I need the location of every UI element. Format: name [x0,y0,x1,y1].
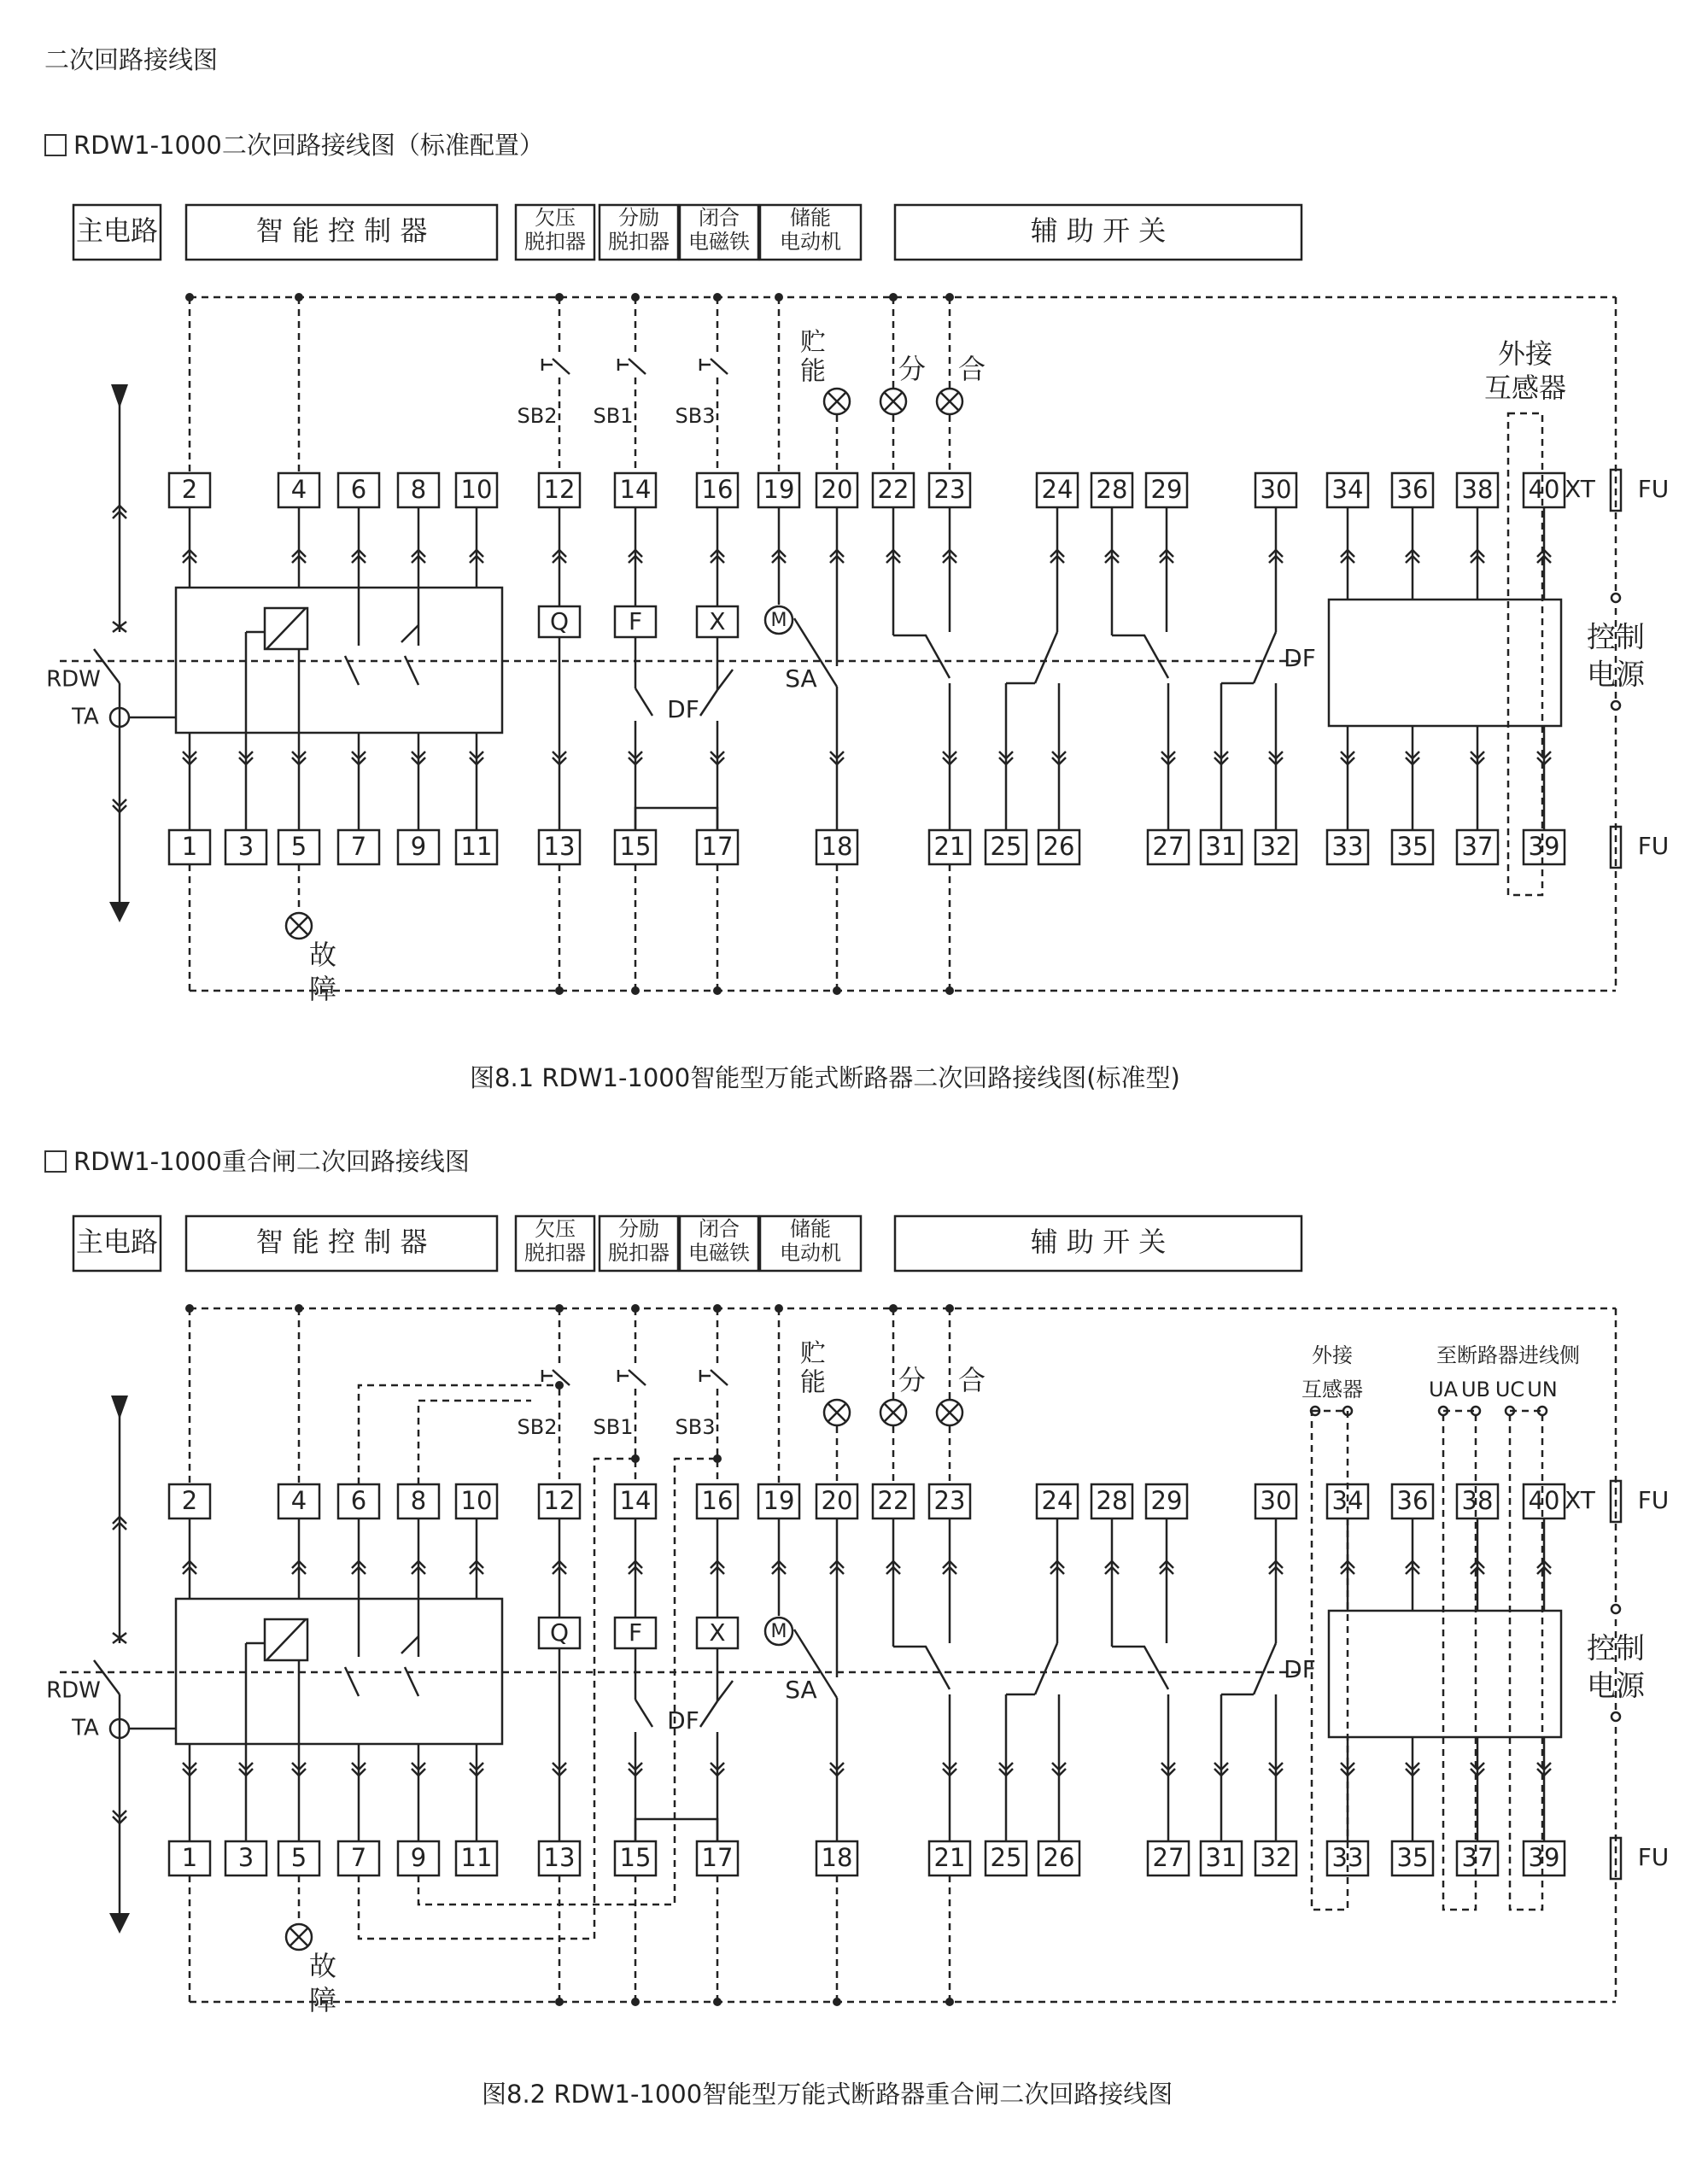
terminal-bottom-11-label: 11 [460,1843,493,1872]
control-power-terminal-bottom [1611,701,1620,710]
control-power-terminal-top [1611,1605,1620,1613]
pushbutton-contact [711,359,728,374]
controller-relay-diag [266,1619,306,1660]
terminal-top-19-label: 19 [763,475,795,504]
aux-module-box [1329,1611,1561,1737]
header-small-label-0: 欠压 [535,206,576,230]
terminal-top-36-label: 36 [1396,475,1429,504]
label-fu-bottom: FU [1637,832,1670,860]
terminal-top-40-label: 40 [1528,1486,1560,1515]
df-contact [717,670,733,690]
terminal-top-28-label: 28 [1096,475,1128,504]
aux-contact [1035,1643,1057,1694]
terminal-bottom-37-label: 37 [1461,832,1494,861]
label-control-power: 电源 [1587,1669,1645,1704]
terminal-bottom-1-label: 1 [181,1843,198,1872]
terminal-bottom-25-label: 25 [990,1843,1022,1872]
figure1-caption: 图8.1 RDW1-1000智能型万能式断路器二次回路接线图(标准型) [470,1063,1180,1092]
header-small-label-0: 脱扣器 [524,1241,586,1265]
pushbutton-contact [553,359,570,374]
label-sb3: SB3 [675,404,716,428]
terminal-bottom-17-label: 17 [701,832,734,861]
aux-contact [1254,632,1276,683]
terminal-top-36-label: 36 [1396,1486,1429,1515]
label-fault: 障 [308,1984,337,2016]
label-control-power: 电源 [1587,658,1645,693]
motor-label: M [770,1621,787,1642]
terminal-bottom-7-label: 7 [350,1843,367,1872]
label-stored: 能 [800,1367,826,1398]
terminal-bottom-32-label: 32 [1260,1843,1292,1872]
terminal-top-29-label: 29 [1150,1486,1183,1515]
label-ta: TA [72,1715,99,1741]
terminal-bottom-27-label: 27 [1152,1843,1184,1872]
label-df-1: DF [667,695,699,723]
aux-contact [893,635,950,678]
aux-contact [1035,632,1057,683]
terminal-bottom-11-label: 11 [460,832,493,861]
terminal-bottom-21-label: 21 [933,832,966,861]
terminal-top-19-label: 19 [763,1486,795,1515]
label-open: 分 [898,1364,927,1396]
header-small-label-2: 电磁铁 [688,230,750,254]
terminal-top-4-label: 4 [290,1486,307,1515]
terminal-top-2-label: 2 [181,1486,198,1515]
reclose-wire-9 [418,1459,717,1905]
df-contact [717,1681,733,1701]
terminal-bottom-15-label: 15 [619,832,652,861]
terminal-bottom-25-label: 25 [990,832,1022,861]
header-controller: 智 能 控 制 器 [255,1226,428,1258]
terminal-bottom-3-label: 3 [237,832,254,861]
label-fu-top: FU [1637,475,1670,503]
terminal-top-34-label: 34 [1331,1486,1364,1515]
label-stored: 贮 [800,1338,826,1369]
terminal-bottom-21-label: 21 [933,1843,966,1872]
terminal-bottom-17-label: 17 [701,1843,734,1872]
checkbox-icon [44,1150,67,1173]
header-small-label-0: 欠压 [535,1217,576,1241]
terminal-top-14-label: 14 [619,1486,652,1515]
label-control-power: 控制 [1587,620,1645,655]
control-power-terminal-top [1611,594,1620,602]
checkbox-icon [44,134,67,156]
terminal-bottom-7-label: 7 [350,832,367,861]
label-df-2: DF [1284,644,1316,672]
label-close: 合 [957,353,986,385]
label-sb2: SB2 [517,1415,558,1439]
header-small-label-1: 脱扣器 [608,230,670,254]
terminal-bottom-32-label: 32 [1260,832,1292,861]
controller-relay-diag [266,608,306,649]
terminal-bottom-35-label: 35 [1396,1843,1429,1872]
header-aux-switch: 辅 助 开 关 [1030,214,1167,247]
terminal-top-6-label: 6 [350,475,367,504]
motor-label: M [770,610,787,631]
figure1-section-title-text: RDW1-1000二次回路接线图（标准配置） [73,131,544,160]
arrow-down-icon [109,902,130,922]
coil-q-label: Q [549,607,570,635]
terminal-bottom-5-label: 5 [290,832,307,861]
terminal-top-23-label: 23 [933,1486,966,1515]
terminal-bottom-35-label: 35 [1396,832,1429,861]
label-rdw: RDW [46,666,101,693]
terminal-top-10-label: 10 [460,1486,493,1515]
terminal-top-30-label: 30 [1260,475,1292,504]
label-rdw: RDW [46,1677,101,1704]
figure2-section-title-text: RDW1-1000重合闸二次回路接线图 [73,1147,470,1176]
terminal-top-6-label: 6 [350,1486,367,1515]
coil-f-label: F [628,607,643,635]
terminal-top-34-label: 34 [1331,475,1364,504]
label-open: 分 [898,353,927,385]
terminal-bottom-26-label: 26 [1043,1843,1075,1872]
aux-contact [893,1647,950,1689]
label-df-1: DF [667,1706,699,1735]
figure2-section-title [44,1143,470,1178]
terminal-bottom-3-label: 3 [237,1843,254,1872]
terminal-bottom-13-label: 13 [543,832,576,861]
controller-contact-link [401,1636,418,1653]
header-small-label-1: 分励 [618,1217,659,1241]
header-main-circuit: 主电路 [75,214,159,247]
reclose-wire-8 [418,1401,531,1484]
terminal-top-22-label: 22 [877,1486,910,1515]
df-contact [635,1700,652,1727]
terminal-top-4-label: 4 [290,475,307,504]
terminal-top-29-label: 29 [1150,475,1183,504]
terminal-bottom-18-label: 18 [821,1843,853,1872]
aux-contact [1112,1647,1168,1689]
label-xt: XT [1565,1486,1595,1514]
label-fault: 障 [308,973,337,1005]
terminal-bottom-18-label: 18 [821,832,853,861]
header-small-label-3: 电动机 [780,230,841,254]
df-contact [700,1701,717,1727]
pushbutton-contact [629,359,646,374]
terminal-top-38-label: 38 [1461,1486,1494,1515]
terminal-top-10-label: 10 [460,475,493,504]
terminal-bottom-37-label: 37 [1461,1843,1494,1872]
terminal-bottom-39-label: 39 [1528,832,1560,861]
terminal-bottom-13-label: 13 [543,1843,576,1872]
terminal-top-16-label: 16 [701,1486,734,1515]
figure1-section-title [44,126,544,161]
label-ext-ct: 互感器 [1483,372,1567,404]
terminal-top-24-label: 24 [1041,1486,1073,1515]
aux-module-box [1329,600,1561,726]
figure2-caption: 图8.2 RDW1-1000智能型万能式断路器重合闸二次回路接线图 [482,2080,1173,2109]
label-control-power: 控制 [1587,1631,1645,1666]
terminal-bottom-33-label: 33 [1331,832,1364,861]
terminal-top-12-label: 12 [543,475,576,504]
terminal-bottom-31-label: 31 [1205,1843,1237,1872]
label-voltage-UN: UN [1527,1378,1558,1401]
controller-contact-link [401,625,418,642]
terminal-bottom-15-label: 15 [619,1843,652,1872]
terminal-bottom-31-label: 31 [1205,832,1237,861]
terminal-bottom-9-label: 9 [410,832,427,861]
header-small-label-3: 储能 [790,206,831,230]
header-controller: 智 能 控 制 器 [255,214,428,247]
terminal-top-40-label: 40 [1528,475,1560,504]
terminal-bottom-26-label: 26 [1043,832,1075,861]
pushbutton-contact [711,1370,728,1385]
header-aux-switch: 辅 助 开 关 [1030,1226,1167,1258]
figure1-diagram [0,188,1708,1042]
label-xt: XT [1565,475,1595,503]
label-sa: SA [785,664,817,693]
terminal-top-20-label: 20 [821,1486,853,1515]
label-sb2: SB2 [517,404,558,428]
terminal-bottom-33-label: 33 [1331,1843,1364,1872]
header-small-label-2: 闭合 [699,1217,740,1241]
header-small-label-3: 电动机 [780,1241,841,1265]
header-small-label-2: 闭合 [699,206,740,230]
terminal-top-28-label: 28 [1096,1486,1128,1515]
terminal-top-20-label: 20 [821,475,853,504]
terminal-top-22-label: 22 [877,475,910,504]
terminal-top-30-label: 30 [1260,1486,1292,1515]
terminal-top-8-label: 8 [410,475,427,504]
junction-dot [555,1381,564,1390]
terminal-bottom-27-label: 27 [1152,832,1184,861]
header-small-label-1: 分励 [618,206,659,230]
terminal-top-14-label: 14 [619,475,652,504]
label-ta: TA [72,704,99,730]
label-sb1: SB1 [593,404,634,428]
link-15-17 [635,808,717,830]
header-small-label-2: 电磁铁 [688,1241,750,1265]
coil-x-label: X [709,607,726,635]
figure2-diagram [0,1199,1708,2053]
arrow-down-icon [109,1913,130,1934]
label-close: 合 [957,1364,986,1396]
label-fu-bottom: FU [1637,1843,1670,1871]
label-sb3: SB3 [675,1415,716,1439]
label-fault: 故 [308,1950,337,1982]
terminal-top-16-label: 16 [701,475,734,504]
coil-f-label: F [628,1618,643,1647]
terminal-top-12-label: 12 [543,1486,576,1515]
pushbutton-contact [629,1370,646,1385]
label-df-2: DF [1284,1655,1316,1683]
label-stored: 贮 [800,327,826,358]
terminal-bottom-9-label: 9 [410,1843,427,1872]
header-small-label-3: 储能 [790,1217,831,1241]
label-ext-ct: 外接 [1497,337,1553,370]
header-main-circuit: 主电路 [75,1226,159,1258]
terminal-bottom-5-label: 5 [290,1843,307,1872]
label-voltage-UA: UA [1429,1378,1458,1401]
page-title: 二次回路接线图 [44,45,219,74]
coil-q-label: Q [549,1618,570,1647]
link-15-17 [635,1819,717,1841]
label-stored: 能 [800,356,826,387]
coil-x-label: X [709,1618,726,1647]
label-fu-top: FU [1637,1486,1670,1514]
terminal-top-24-label: 24 [1041,475,1073,504]
terminal-bottom-1-label: 1 [181,832,198,861]
label-sa: SA [785,1676,817,1704]
terminal-top-38-label: 38 [1461,475,1494,504]
terminal-bottom-39-label: 39 [1528,1843,1560,1872]
label-voltage-UC: UC [1494,1378,1525,1401]
df-contact [700,690,717,716]
label-sb1: SB1 [593,1415,634,1439]
control-power-terminal-bottom [1611,1712,1620,1721]
label-ext-ct: 外接 [1312,1343,1353,1367]
df-contact [635,688,652,716]
label-voltage-UB: UB [1460,1378,1491,1401]
aux-contact [1112,635,1168,678]
terminal-top-8-label: 8 [410,1486,427,1515]
label-to-breaker: 至断路器进线侧 [1436,1343,1580,1367]
header-small-label-0: 脱扣器 [524,230,586,254]
aux-contact [1254,1643,1276,1694]
label-ext-ct: 互感器 [1301,1378,1363,1401]
label-fault: 故 [308,939,337,971]
header-small-label-1: 脱扣器 [608,1241,670,1265]
terminal-top-23-label: 23 [933,475,966,504]
terminal-top-2-label: 2 [181,475,198,504]
